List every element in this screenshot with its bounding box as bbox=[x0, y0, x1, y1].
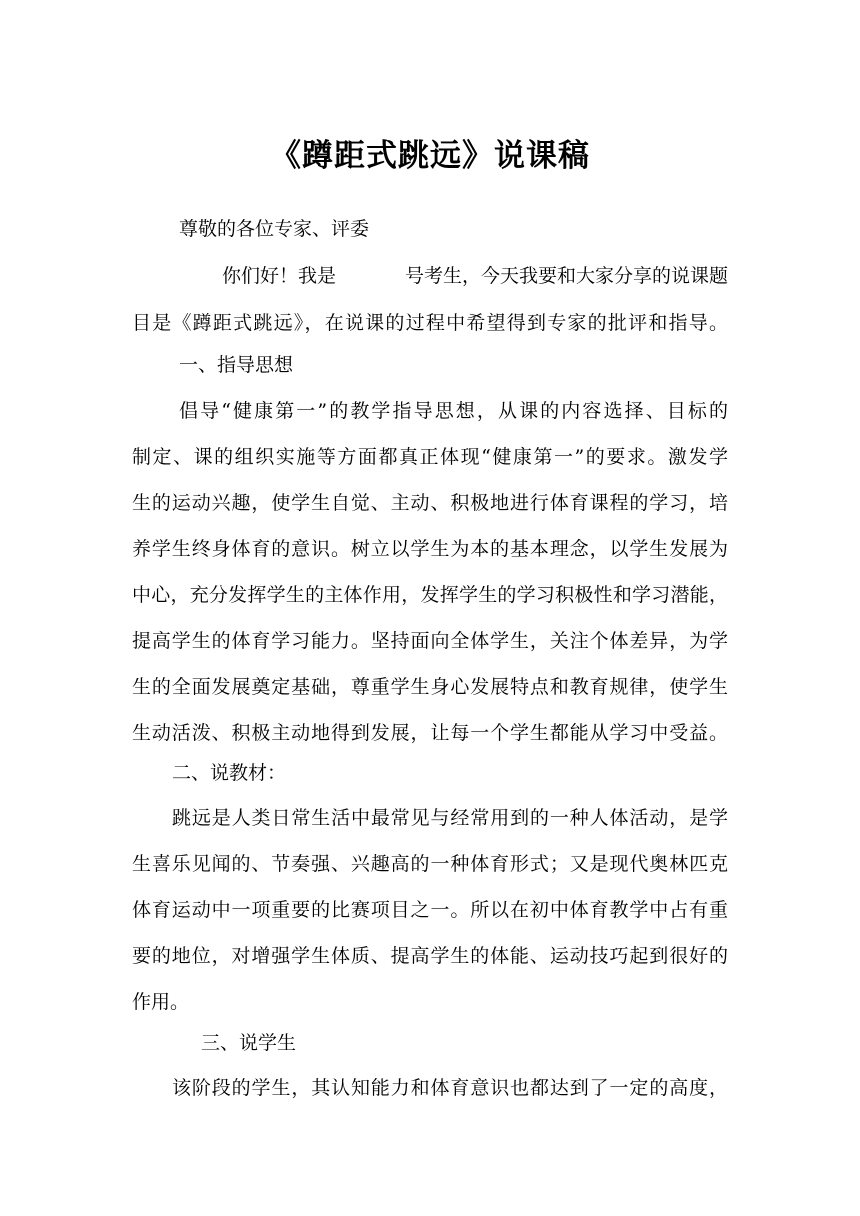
document-title: 《蹲距式跳远》说课稿 bbox=[270, 138, 590, 174]
paragraph-line: 提高学生的体育学习能力。坚持面向全体学生，关注个体差异，为学 bbox=[132, 630, 728, 652]
intro-greeting: 你们好！我是 bbox=[222, 265, 337, 287]
paragraph-line: 体育运动中一项重要的比赛项目之一。所以在初中体育教学中占有重 bbox=[132, 899, 728, 921]
candidate-number-blank bbox=[341, 262, 401, 290]
intro-line-1 bbox=[222, 262, 728, 290]
paragraph-line: 制定、课的组织实施等方面都真正体现“健康第一”的要求。激发学 bbox=[132, 446, 728, 468]
paragraph-line: 中心，充分发挥学生的主体作用，发挥学生的学习积极性和学习潜能， bbox=[132, 584, 728, 606]
paragraph-line: 倡导“健康第一”的教学指导思想，从课的内容选择、目标的 bbox=[179, 400, 728, 422]
section-heading-students: 三、说学生 bbox=[201, 1032, 297, 1054]
paragraph-line: 跳远是人类日常生活中最常见与经常用到的一种人体活动，是学 bbox=[172, 807, 728, 829]
paragraph-line: 养学生终身体育的意识。树立以学生为本的基本理念，以学生发展为 bbox=[132, 538, 728, 560]
section-heading-teaching-material: 二、说教材： bbox=[172, 762, 287, 784]
intro-line-2: 目是《蹲距式跳远》，在说课的过程中希望得到专家的批评和指导。 bbox=[132, 312, 728, 334]
paragraph-line: 生的运动兴趣，使学生自觉、主动、积极地进行体育课程的学习，培 bbox=[132, 492, 728, 514]
paragraph-line: 要的地位，对增强学生体质、提高学生的体能、运动技巧起到很好的 bbox=[132, 945, 728, 967]
paragraph-line: 作用。 bbox=[132, 991, 190, 1013]
paragraph-line: 生喜乐见闻的、节奏强、兴趣高的一种体育形式；又是现代奥林匹克 bbox=[132, 853, 728, 875]
intro-topic: 号考生，今天我要和大家分享的说课题 bbox=[404, 265, 728, 287]
paragraph-line: 生动活泼、积极主动地得到发展，让每一个学生都能从学习中受益。 bbox=[132, 722, 728, 744]
paragraph-line: 生的全面发展奠定基础，尊重学生身心发展特点和教育规律，使学生 bbox=[132, 676, 728, 698]
section-heading-guiding-thought: 一、指导思想 bbox=[179, 354, 294, 376]
salutation: 尊敬的各位专家、评委 bbox=[179, 218, 370, 240]
paragraph-line: 该阶段的学生，其认知能力和体育意识也都达到了一定的高度， bbox=[172, 1077, 728, 1099]
